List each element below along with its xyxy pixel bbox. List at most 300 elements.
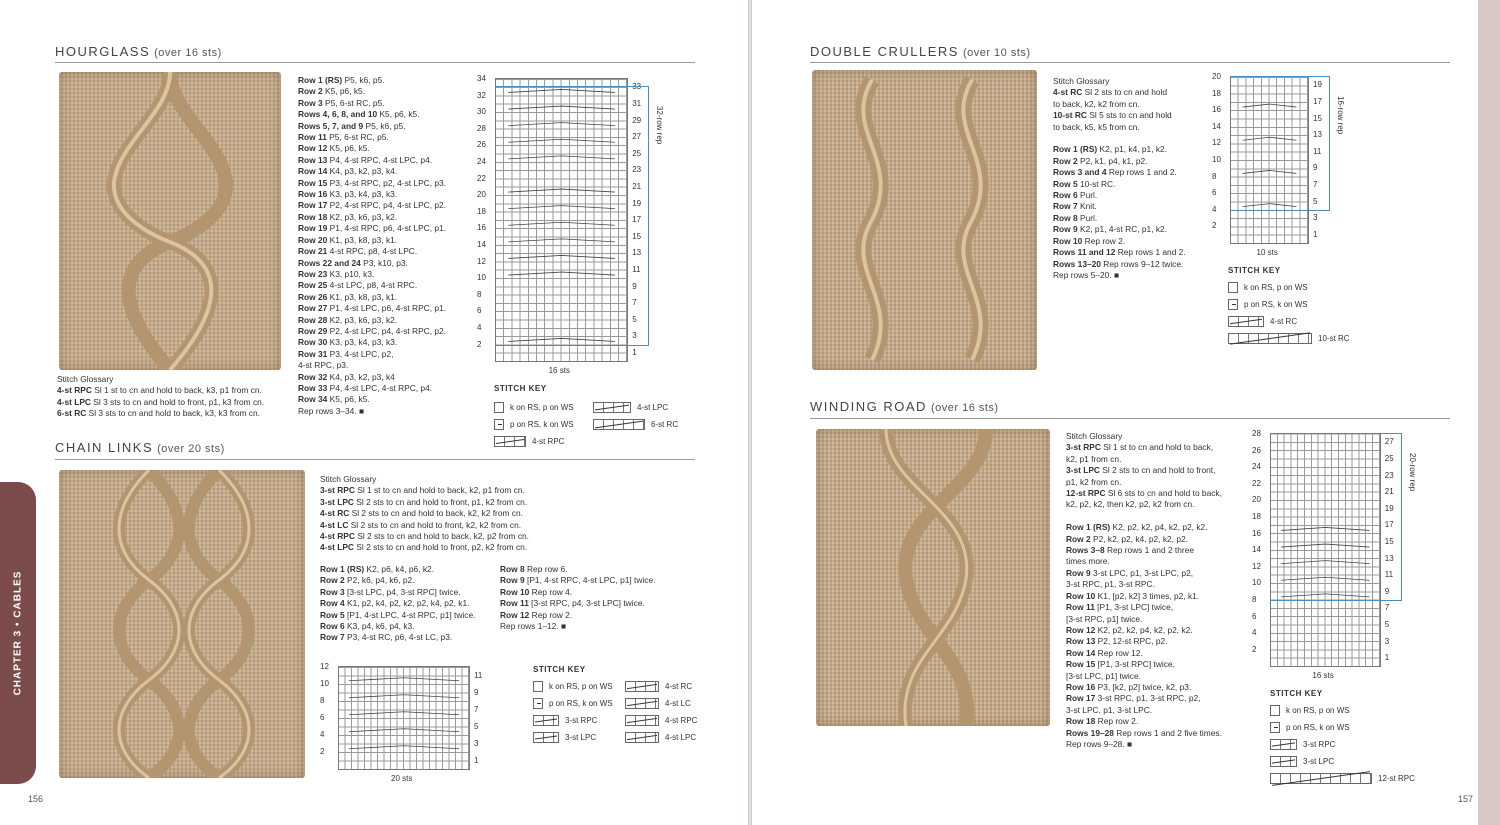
winding-road-swatch-image	[816, 429, 1050, 726]
instruction-text: K4, p3, k2, p3, k4	[327, 371, 395, 382]
instruction-line	[298, 292, 446, 303]
instruction-text: 4-st RPC, p8, 4-st LPC.	[327, 246, 418, 257]
instruction-text: P5, k6, p5.	[363, 120, 406, 131]
instruction-text: P1, 4-st RPC, p6, 4-st LPC, p1.	[327, 223, 447, 234]
chart-row-number: 2	[1212, 221, 1217, 231]
instruction-text: P4, 4-st LPC, 4-st RPC, p4.	[327, 382, 433, 393]
chart-row-number: 10	[1252, 578, 1261, 588]
chart-row-number: 1	[1313, 229, 1318, 239]
chart-row-number: 18	[477, 206, 486, 216]
instruction-text: P2, 4-st RPC, p4, 4-st LPC, p2.	[327, 200, 447, 211]
instruction-label: Row 31	[298, 348, 328, 359]
instruction-text: [P1, 4-st LPC, 4-st RPC, p1] twice.	[344, 609, 476, 620]
chart-row-number: 3	[632, 331, 637, 341]
repeat-bracket	[495, 86, 649, 345]
page-number-left: 156	[28, 794, 44, 804]
chart-row-number: 10	[477, 273, 486, 283]
instruction-label: Row 23	[298, 268, 328, 279]
stitch-symbol-icon	[494, 402, 504, 413]
double-crullers-section	[810, 44, 1450, 374]
instruction-line	[320, 497, 529, 508]
instruction-label: Row 11	[298, 132, 327, 143]
instruction-text: [3-st LPC, p4, 3-st RPC] twice.	[344, 586, 461, 597]
instruction-line	[320, 542, 529, 553]
title-text: DOUBLE CRULLERS	[810, 44, 959, 59]
double-crullers-chart	[1210, 72, 1360, 262]
stitch-symbol-icon	[625, 732, 659, 743]
instruction-line	[1053, 259, 1186, 270]
instruction-line	[1066, 636, 1222, 647]
chart-row-number: 1	[1384, 653, 1390, 663]
chart-row-number: 28	[1252, 429, 1261, 438]
subtitle-text: (over 20 sts)	[157, 443, 225, 455]
instruction-text: P1, 4-st LPC, p6, 4-st RPC, p1.	[327, 303, 447, 314]
chart-row-number: 17	[1313, 96, 1322, 106]
instruction-line	[298, 189, 446, 200]
instruction-label: 6-st RC	[57, 408, 87, 419]
instruction-text: K2, p6, k4, p6, k2.	[364, 564, 435, 574]
instruction-line	[1053, 236, 1186, 247]
chart-row-number: 12	[320, 662, 329, 671]
instruction-text: Rep rows 9–12 twice.	[1100, 258, 1184, 269]
instruction-text: Rep rows 1–12. ■	[500, 621, 567, 632]
instruction-line	[500, 598, 655, 609]
instruction-text: [P1, 3-st LPC] twice,	[1094, 602, 1174, 613]
chart-row-number: 15	[1313, 113, 1322, 123]
instruction-line	[1066, 648, 1222, 659]
instruction-label: Row 19	[298, 223, 328, 234]
instruction-line	[320, 520, 529, 531]
instruction-text: P5, 6-st RC, p5.	[326, 132, 389, 143]
instruction-text: Sl 1 st to cn and hold to back, k2, p1 from cn.	[354, 485, 525, 496]
chart-row-number: 24	[477, 157, 486, 166]
stitch-symbol-icon	[625, 715, 659, 726]
chart-row-number: 8	[1252, 595, 1257, 604]
section-title	[810, 399, 999, 414]
stitch-symbol-icon	[593, 402, 631, 413]
instruction-line	[320, 485, 529, 496]
title-text: HOURGLASS	[55, 44, 151, 59]
chart-row-number: 2	[477, 339, 482, 349]
instruction-label: Row 1 (RS)	[320, 564, 365, 574]
instruction-line	[298, 109, 446, 120]
stitch-key-label: k on RS, p on WS	[1244, 283, 1308, 292]
instruction-line	[298, 98, 446, 109]
instruction-line	[298, 155, 446, 166]
instruction-text: Sl 1 st to cn and hold to back,	[1100, 442, 1214, 453]
instruction-label: Row 11	[1066, 602, 1095, 613]
stitch-key-label: 4-st RC	[1270, 317, 1298, 326]
section-title	[810, 44, 1031, 59]
instruction-label: Rows 4, 6, 8, and 10	[298, 109, 378, 120]
instruction-text: K3, p10, k3.	[327, 268, 375, 279]
instruction-label: Row 9	[1053, 224, 1078, 235]
chart-row-number: 14	[1252, 545, 1261, 555]
chart-row-number: 10	[320, 679, 329, 688]
chart-row-number: 8	[1212, 171, 1217, 181]
instruction-label: 4-st RPC	[57, 385, 92, 396]
stitch-symbol-icon	[533, 715, 559, 726]
instruction-label: Row 18	[298, 211, 328, 222]
instruction-line	[298, 372, 446, 383]
chart-row-number: 14	[477, 240, 486, 249]
instruction-label: Row 18	[1066, 716, 1096, 727]
chart-row-number: 31	[632, 98, 642, 108]
instruction-label: Row 30	[298, 337, 328, 348]
page-number-right: 157	[1458, 794, 1474, 804]
stitch-key-item	[533, 698, 613, 709]
instruction-label: Row 8	[1053, 212, 1078, 223]
chart-row-number: 15	[1384, 536, 1394, 546]
stitch-symbol-icon	[625, 681, 659, 692]
stitch-key-label: k on RS, p on WS	[510, 403, 574, 412]
chart-row-number: 19	[1384, 503, 1394, 513]
instruction-label: Row 2	[1066, 533, 1091, 544]
instruction-text: k2, p1 from cn.	[1066, 453, 1122, 464]
stitch-key-item	[1228, 316, 1297, 327]
instruction-text: K5, p6, k5.	[322, 86, 366, 97]
instruction-line	[1066, 591, 1222, 602]
instruction-label: Row 21	[298, 246, 328, 257]
glossary-title: Stitch Glossary	[57, 374, 114, 384]
instruction-line	[57, 397, 264, 408]
chart-row-number: 6	[1212, 188, 1217, 198]
instruction-label: 4-st RPC	[320, 531, 355, 542]
chart-row-number: 10	[1212, 155, 1221, 164]
instruction-text: Sl 6 sts to cn and hold to back,	[1105, 488, 1222, 499]
chart-row-number: 16	[1212, 105, 1221, 115]
instruction-text: P3, [k2, p2] twice, k2, p3.	[1095, 681, 1192, 692]
stitch-symbol-icon	[1228, 299, 1238, 310]
instruction-text: Sl 3 sts to cn and hold to back, k3, k3 from cn.	[86, 408, 260, 419]
instruction-text: [P1, 4-st RPC, 4-st LPC, p1] twice.	[524, 575, 656, 586]
instruction-label: 4-st LC	[320, 519, 349, 530]
instruction-line	[1053, 201, 1186, 212]
instruction-label: Row 34	[298, 394, 328, 405]
instruction-text: K2, p1, 4-st RC, p1, k2.	[1077, 224, 1168, 235]
chart-row-number: 9	[1384, 586, 1390, 596]
instruction-text: K2, p1, k4, p1, k2.	[1097, 144, 1168, 155]
instruction-line	[1066, 442, 1222, 453]
instruction-line	[320, 610, 475, 621]
stitch-key-label: 4-st RPC	[665, 716, 698, 725]
stitch-key-item	[1228, 333, 1350, 344]
instruction-text: Sl 2 sts to cn and hold to front, p2, k2 from cn.	[353, 542, 528, 553]
chart-row-number: 27	[1384, 437, 1394, 447]
instruction-line	[57, 408, 264, 419]
chart-row-number: 13	[1384, 553, 1394, 563]
instruction-line	[1066, 625, 1222, 636]
instruction-label: Row 10	[500, 586, 530, 597]
cable-cross-mark	[349, 712, 460, 715]
instruction-label: 10-st RC	[1053, 110, 1087, 121]
instruction-line	[298, 360, 446, 371]
double-crullers-swatch-image	[812, 70, 1037, 370]
instruction-label: Rows 22 and 24	[298, 257, 361, 268]
title-text: WINDING ROAD	[810, 399, 927, 414]
chart-row-number: 26	[1252, 445, 1261, 455]
chart-row-number: 26	[477, 140, 486, 150]
chart-row-number: 5	[632, 314, 637, 324]
chapter-tab-label: CHAPTER 3 • CABLES	[12, 570, 24, 696]
instruction-label: Row 28	[298, 314, 328, 325]
stitch-symbol-icon	[593, 419, 645, 430]
chart-row-number: 18	[1212, 88, 1221, 98]
chart-row-number: 7	[474, 704, 479, 714]
chart-row-number: 4	[477, 323, 482, 332]
stitch-key-item	[625, 732, 696, 743]
instruction-text: times more.	[1066, 556, 1110, 567]
chart-row-number: 8	[320, 696, 325, 705]
hourglass-stitch-key	[494, 384, 694, 444]
instruction-label: Row 8	[500, 564, 525, 574]
instruction-label: Row 12	[1066, 624, 1096, 635]
instruction-text: K1, [p2, k2] 3 times, p2, k1.	[1095, 590, 1200, 601]
stitch-key-item	[1228, 282, 1308, 293]
instruction-text: K1, p3, k8, p3, k1.	[327, 291, 398, 302]
stitch-symbol-icon	[1270, 739, 1297, 750]
double-crullers-stitch-key	[1228, 266, 1378, 346]
chart-row-number: 5	[474, 721, 479, 731]
instruction-text: to back, k2, k2 from cn.	[1053, 98, 1140, 109]
instruction-line	[1053, 213, 1186, 224]
repeat-label: 16-row rep	[1336, 96, 1345, 135]
section-rule	[810, 418, 1450, 419]
instruction-line	[320, 508, 529, 519]
instruction-line	[298, 178, 446, 189]
instruction-text: Rep rows 9–28. ■	[1066, 738, 1133, 749]
instruction-text: P2, k2, p2, k4, p2, k2, p2.	[1090, 533, 1188, 544]
instruction-label: Row 10	[1066, 590, 1096, 601]
instruction-text: Rep row 2.	[529, 609, 573, 620]
instruction-text: 10-st RC.	[1077, 178, 1116, 189]
instruction-line	[1066, 465, 1222, 476]
instruction-line	[320, 564, 475, 575]
stitch-key-label: p on RS, k on WS	[510, 420, 574, 429]
instruction-text: to back, k5, k5 from cn.	[1053, 121, 1140, 132]
instruction-line	[1066, 716, 1222, 727]
chart-row-number: 15	[632, 231, 642, 241]
chart-row-number: 27	[632, 132, 642, 142]
instruction-line	[298, 86, 446, 97]
stitch-key-item	[533, 732, 596, 743]
instruction-label: 4-st RC	[320, 508, 350, 519]
chart-row-number: 23	[632, 165, 642, 175]
repeat-bracket	[1230, 76, 1330, 211]
instruction-text: Rep row 12.	[1095, 647, 1143, 658]
instruction-label: Row 4	[320, 598, 345, 609]
instruction-label: Row 7	[320, 632, 345, 643]
chart-row-number: 22	[477, 173, 486, 183]
instruction-line	[1066, 488, 1222, 499]
hourglass-row-instructions	[298, 75, 446, 417]
stitch-key-label: p on RS, k on WS	[549, 699, 613, 708]
stitch-key-item	[494, 402, 574, 413]
instruction-line	[1066, 534, 1222, 545]
instruction-label: Rows 13–20	[1053, 258, 1101, 269]
instruction-line	[298, 269, 446, 280]
chart-row-number: 5	[1313, 196, 1318, 206]
instruction-text: K2, p2, k2, p4, k2, p2, k2.	[1110, 522, 1208, 533]
chart-row-number: 19	[632, 198, 642, 208]
chart-row-number: 20	[1212, 72, 1221, 81]
chart-row-number: 29	[632, 115, 642, 125]
instruction-line	[298, 75, 446, 86]
instruction-label: Row 5	[1053, 178, 1078, 189]
instruction-text: Rep rows 3–34. ■	[298, 405, 365, 416]
chain-links-stitch-key	[533, 665, 703, 745]
stitch-key-label: 4-st LC	[665, 699, 691, 708]
instruction-text: P3, 4-st LPC, p2,	[327, 348, 394, 359]
instruction-text: [3-st RPC, p1] twice.	[1066, 613, 1143, 624]
instruction-label: Row 3	[320, 586, 345, 597]
instruction-line	[1053, 156, 1186, 167]
instruction-text: Sl 1 st to cn and hold to back, k3, p1 from cn.	[91, 385, 262, 396]
chart-row-number: 1	[474, 755, 479, 765]
chart-row-number: 6	[320, 713, 325, 722]
instruction-text: K2, p2, k2, p4, k2, p2, k2.	[1095, 624, 1193, 635]
chart-row-number: 32	[477, 90, 486, 100]
stitch-key-label: k on RS, p on WS	[549, 682, 613, 691]
instruction-label: Row 27	[298, 303, 328, 314]
instruction-text: [3-st RPC, p4, 3-st LPC] twice.	[528, 598, 645, 609]
chart-row-number: 6	[477, 306, 482, 316]
instruction-text: Rep row 2.	[1095, 716, 1139, 727]
instruction-text: P5, k6, p5.	[342, 75, 385, 85]
stitch-key-label: 3-st RPC	[565, 716, 598, 725]
stitch-key-item	[1270, 722, 1350, 733]
instruction-text: P3, k10, p3.	[360, 257, 408, 268]
chart-row-number: 25	[632, 148, 642, 158]
instruction-label: Rows 5, 7, and 9	[298, 120, 364, 131]
instruction-label: Row 9	[500, 575, 525, 586]
instruction-line	[1066, 556, 1222, 567]
instruction-line	[1053, 224, 1186, 235]
instruction-label: Row 12	[500, 609, 530, 620]
instruction-line	[298, 200, 446, 211]
instruction-line	[57, 385, 264, 396]
hourglass-section	[55, 44, 695, 446]
stitch-symbol-icon	[533, 732, 559, 743]
instruction-text: Rep row 2.	[1082, 235, 1126, 246]
instruction-line	[1053, 110, 1186, 121]
chart-row-number: 9	[1313, 163, 1318, 173]
stitch-count-label: 16 sts	[548, 366, 570, 376]
instruction-text: P4, 4-st RPC, 4-st LPC, p4.	[327, 154, 433, 165]
instruction-label: Row 33	[298, 382, 328, 393]
chart-row-number: 23	[1384, 470, 1394, 480]
section-rule	[810, 62, 1450, 63]
stitch-key-label: 4-st RPC	[532, 437, 565, 446]
chart-row-number: 3	[1384, 636, 1390, 646]
stitch-key-label: 3-st LPC	[565, 733, 597, 742]
instruction-text: P2, k1, p4, k1, p2.	[1077, 155, 1148, 166]
instruction-line	[1053, 99, 1186, 110]
chart-row-number: 14	[1212, 121, 1221, 131]
instruction-line	[1066, 579, 1222, 590]
instruction-text: 3-st RPC, p1, 3-st RPC, p2,	[1095, 693, 1201, 704]
instruction-label: Row 14	[298, 166, 328, 177]
stitch-key-item	[625, 715, 697, 726]
chart-row-number: 16	[1252, 528, 1261, 538]
instruction-text: P5, 6-st RC, p5.	[322, 97, 385, 108]
instruction-text: Sl 2 sts to cn and hold to back, k2, p2 from cn.	[354, 531, 530, 542]
chart-row-number: 4	[320, 730, 325, 739]
instruction-line	[298, 246, 446, 257]
instruction-text: Sl 2 sts to cn and hold	[1082, 87, 1168, 98]
instruction-text: P2, k6, p4, k6, p2.	[344, 575, 415, 586]
stitch-key-item	[1228, 299, 1308, 310]
chart-row-number: 11	[474, 670, 483, 680]
instruction-text: [3-st LPC, p1] twice.	[1066, 670, 1141, 681]
chart-row-number: 8	[477, 289, 482, 299]
instruction-line	[1066, 522, 1222, 533]
chart-row-number: 22	[1252, 478, 1261, 488]
instruction-text: 3-st RPC, p1, 3-st RPC.	[1066, 579, 1155, 590]
stitch-symbol-icon	[533, 681, 543, 692]
instruction-text: K3, p3, k4, p3, k3.	[327, 337, 398, 348]
instruction-label: Row 1 (RS)	[298, 75, 343, 85]
chart-row-number: 7	[632, 298, 637, 308]
stitch-key-item	[533, 715, 597, 726]
stitch-key-label: 12-st RPC	[1378, 774, 1415, 783]
instruction-text: K5, p6, k5.	[327, 143, 370, 154]
instruction-line	[320, 621, 475, 632]
instruction-line	[500, 564, 655, 575]
chart-row-number: 7	[1313, 179, 1318, 189]
instruction-line	[1053, 247, 1186, 258]
instruction-line	[1066, 602, 1222, 613]
instruction-text: Rep rows 1 and 2.	[1115, 247, 1186, 258]
instruction-line	[1053, 87, 1186, 98]
instruction-label: 12-st RPC	[1066, 488, 1106, 499]
instruction-line	[1053, 167, 1186, 178]
chapter-side-tab	[0, 482, 36, 784]
chart-row-number: 6	[1252, 611, 1257, 621]
instruction-line	[1066, 511, 1222, 522]
stitch-key-label: 4-st LPC	[637, 403, 669, 412]
chart-row-number: 34	[477, 74, 486, 83]
instruction-label: Row 2	[1053, 155, 1078, 166]
winding-road-instructions	[1066, 431, 1222, 750]
instruction-label: Row 11	[500, 598, 529, 609]
instruction-line	[298, 121, 446, 132]
instruction-label: Row 9	[1066, 567, 1091, 578]
stitch-key-item	[1270, 739, 1335, 750]
stitch-symbol-icon	[1270, 705, 1280, 716]
chart-row-number: 24	[1252, 462, 1261, 472]
chart-row-number: 25	[1384, 453, 1394, 463]
instruction-line	[1066, 454, 1222, 465]
stitch-key-label: p on RS, k on WS	[1286, 723, 1350, 732]
cable-cross-mark	[349, 746, 460, 749]
instruction-line	[298, 132, 446, 143]
chart-row-number: 17	[1384, 520, 1394, 530]
glossary-title: Stitch Glossary	[1066, 431, 1123, 441]
chart-row-number: 9	[632, 281, 637, 291]
subtitle-text: (over 16 sts)	[930, 402, 999, 414]
subtitle-text: (over 10 sts)	[962, 47, 1031, 59]
left-page	[0, 0, 748, 825]
instruction-line	[298, 383, 446, 394]
chart-row-number: 3	[1313, 213, 1318, 223]
chart-row-number: 17	[632, 215, 642, 225]
instruction-line	[320, 531, 529, 542]
instruction-label: 3-st LPC	[320, 496, 354, 507]
instruction-label: Row 5	[320, 609, 345, 620]
stitch-key-label: k on RS, p on WS	[1286, 706, 1350, 715]
instruction-text: K2, p3, k6, p3, k2.	[327, 211, 398, 222]
